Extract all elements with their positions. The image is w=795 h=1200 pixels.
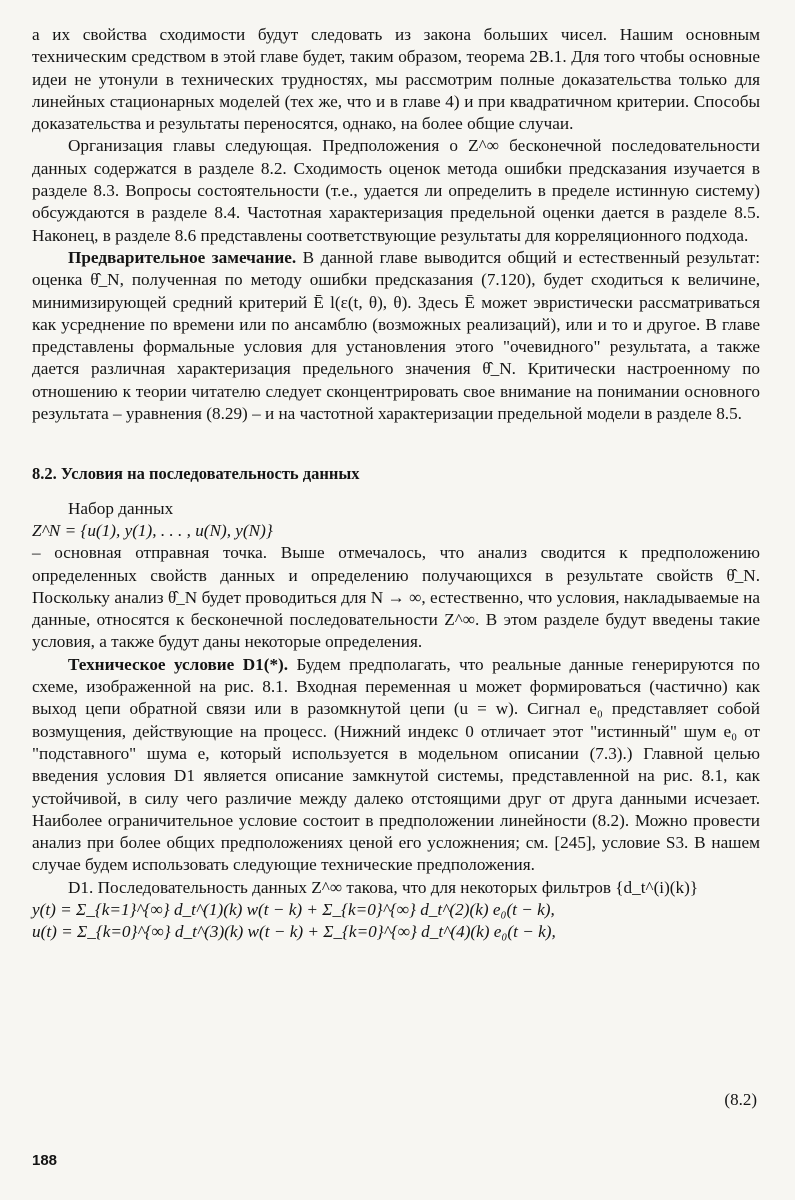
equation-number: (8.2) <box>724 1090 757 1109</box>
equation-u: u(t) = Σ_{k=0}^{∞} d_t^(3)(k) w(t − k) + Σ_{k=0}^{∞} d_t^(4)(k) e₀(t − k), <box>32 922 556 942</box>
section-heading: 8.2. Условия на последовательность данных <box>32 464 360 484</box>
paragraph-data-conditions: – основная отправная точка. Выше отмечалось, что анализ сводится к предположению определенных свойств данных и определению получающихся в результате свойств θ̂_N. Поскольку анализ θ̂_N будет проводиться для N → ∞, естественно, что условия, накладываемые на данные, относятся к бесконечной последовательности Z^∞. В этом разделе будут введены такие условия, а также будут даны некоторые определения. <box>32 543 760 652</box>
paragraph-chapter-organization: Организация главы следующая. Предположения о Z^∞ бесконечной последовательности данных содержатся в разделе 8.2. Сходимость оценок метода ошибки предсказания изучается в разделе 8.3. Вопросы состоятельности (т.е., удается ли определить в пределе истинную систему) обсуждаются в разделе 8.4. Частотная характеризация предельной оценки дается в разделе 8.5. Наконец, в разделе 8.6 представлены соответствующие результаты для корреляционного подхода. <box>32 136 760 245</box>
technical-condition-label: Техническое условие D1(*). <box>68 654 289 674</box>
paragraph-technical-condition <box>32 654 760 877</box>
formula-zn: Z^N = {u(1), y(1), . . . , u(N), y(N)} <box>32 520 273 540</box>
paragraph-d1: D1. Последовательность данных Z^∞ такова, что для некоторых фильтров {d_t^(i)(k)} <box>68 877 699 897</box>
technical-condition-text: Будем предполагать, что реальные данные генерируются по схеме, изображенной на рис. 8.1. Входная переменная u может формироваться (частично) как выход цепи обратной связи или в разомкнутой цепи (u = w). Сигнал e₀ представляет собой возмущения, действующие на процесс. (Нижний индекс 0 отличает этот "истинный" шум e₀ от "подставного" шума e, который используется в модельном описании (7.3).) Главной целью введения условия D1 является описание замкнутой системы, представленной на рис. 8.1, как устойчивой, в силу чего различие между далеко отстоящими друг от друга данными исчезает. Наиболее ограничительное условие состоит в предположении линейности (8.2). Можно провести анализ при более общих предположениях ценой его усложнения; см. [245], условие S3. В нашем случае будем использовать следующие технические предположения. <box>32 654 760 875</box>
page-number: 188 <box>32 1152 58 1169</box>
data-set-label: Набор данных <box>68 498 174 518</box>
preliminary-remark-label: Предварительное замечание. <box>68 247 297 267</box>
paragraph-intro-continuation: а их свойства сходимости будут следовать из закона больших чисел. Нашим основным техническим средством в этой главе будет, таким образом, теорема 2В.1. Для того чтобы основные идеи не утонули в технических трудностях, мы рассмотрим полные доказательства только для линейных стационарных моделей (тех же, что и в главе 4) и при квадратичном критерии. Способы доказательства и результаты переносятся, однако, на более общие случаи. <box>32 25 760 134</box>
equation-y: y(t) = Σ_{k=1}^{∞} d_t^(1)(k) w(t − k) + Σ_{k=0}^{∞} d_t^(2)(k) e₀(t − k), <box>32 899 555 919</box>
page-body <box>32 24 760 944</box>
paragraph-preliminary-remark <box>32 247 760 425</box>
preliminary-remark-text: В данной главе выводится общий и естественный результат: оценка θ̂_N, полученная по методу ошибки предсказания (7.120), будет сходиться к величине, минимизирующей средний критерий Ē l(ε(t, θ), θ). Здесь Ē может эвристически рассматриваться как усреднение по времени или по ансамблю (возможных реализаций), или и то и другое. В главе представлены формальные условия для установления этого "очевидного" результата, а также дается различная характеризация предельного значения θ̂_N. Критически настроенному по отношению к теории читателю следует сконцентрировать свое внимание на понимании основного результата – уравнения (8.29) – и на частотной характеризации предельной модели в разделе 8.5. <box>32 247 760 424</box>
